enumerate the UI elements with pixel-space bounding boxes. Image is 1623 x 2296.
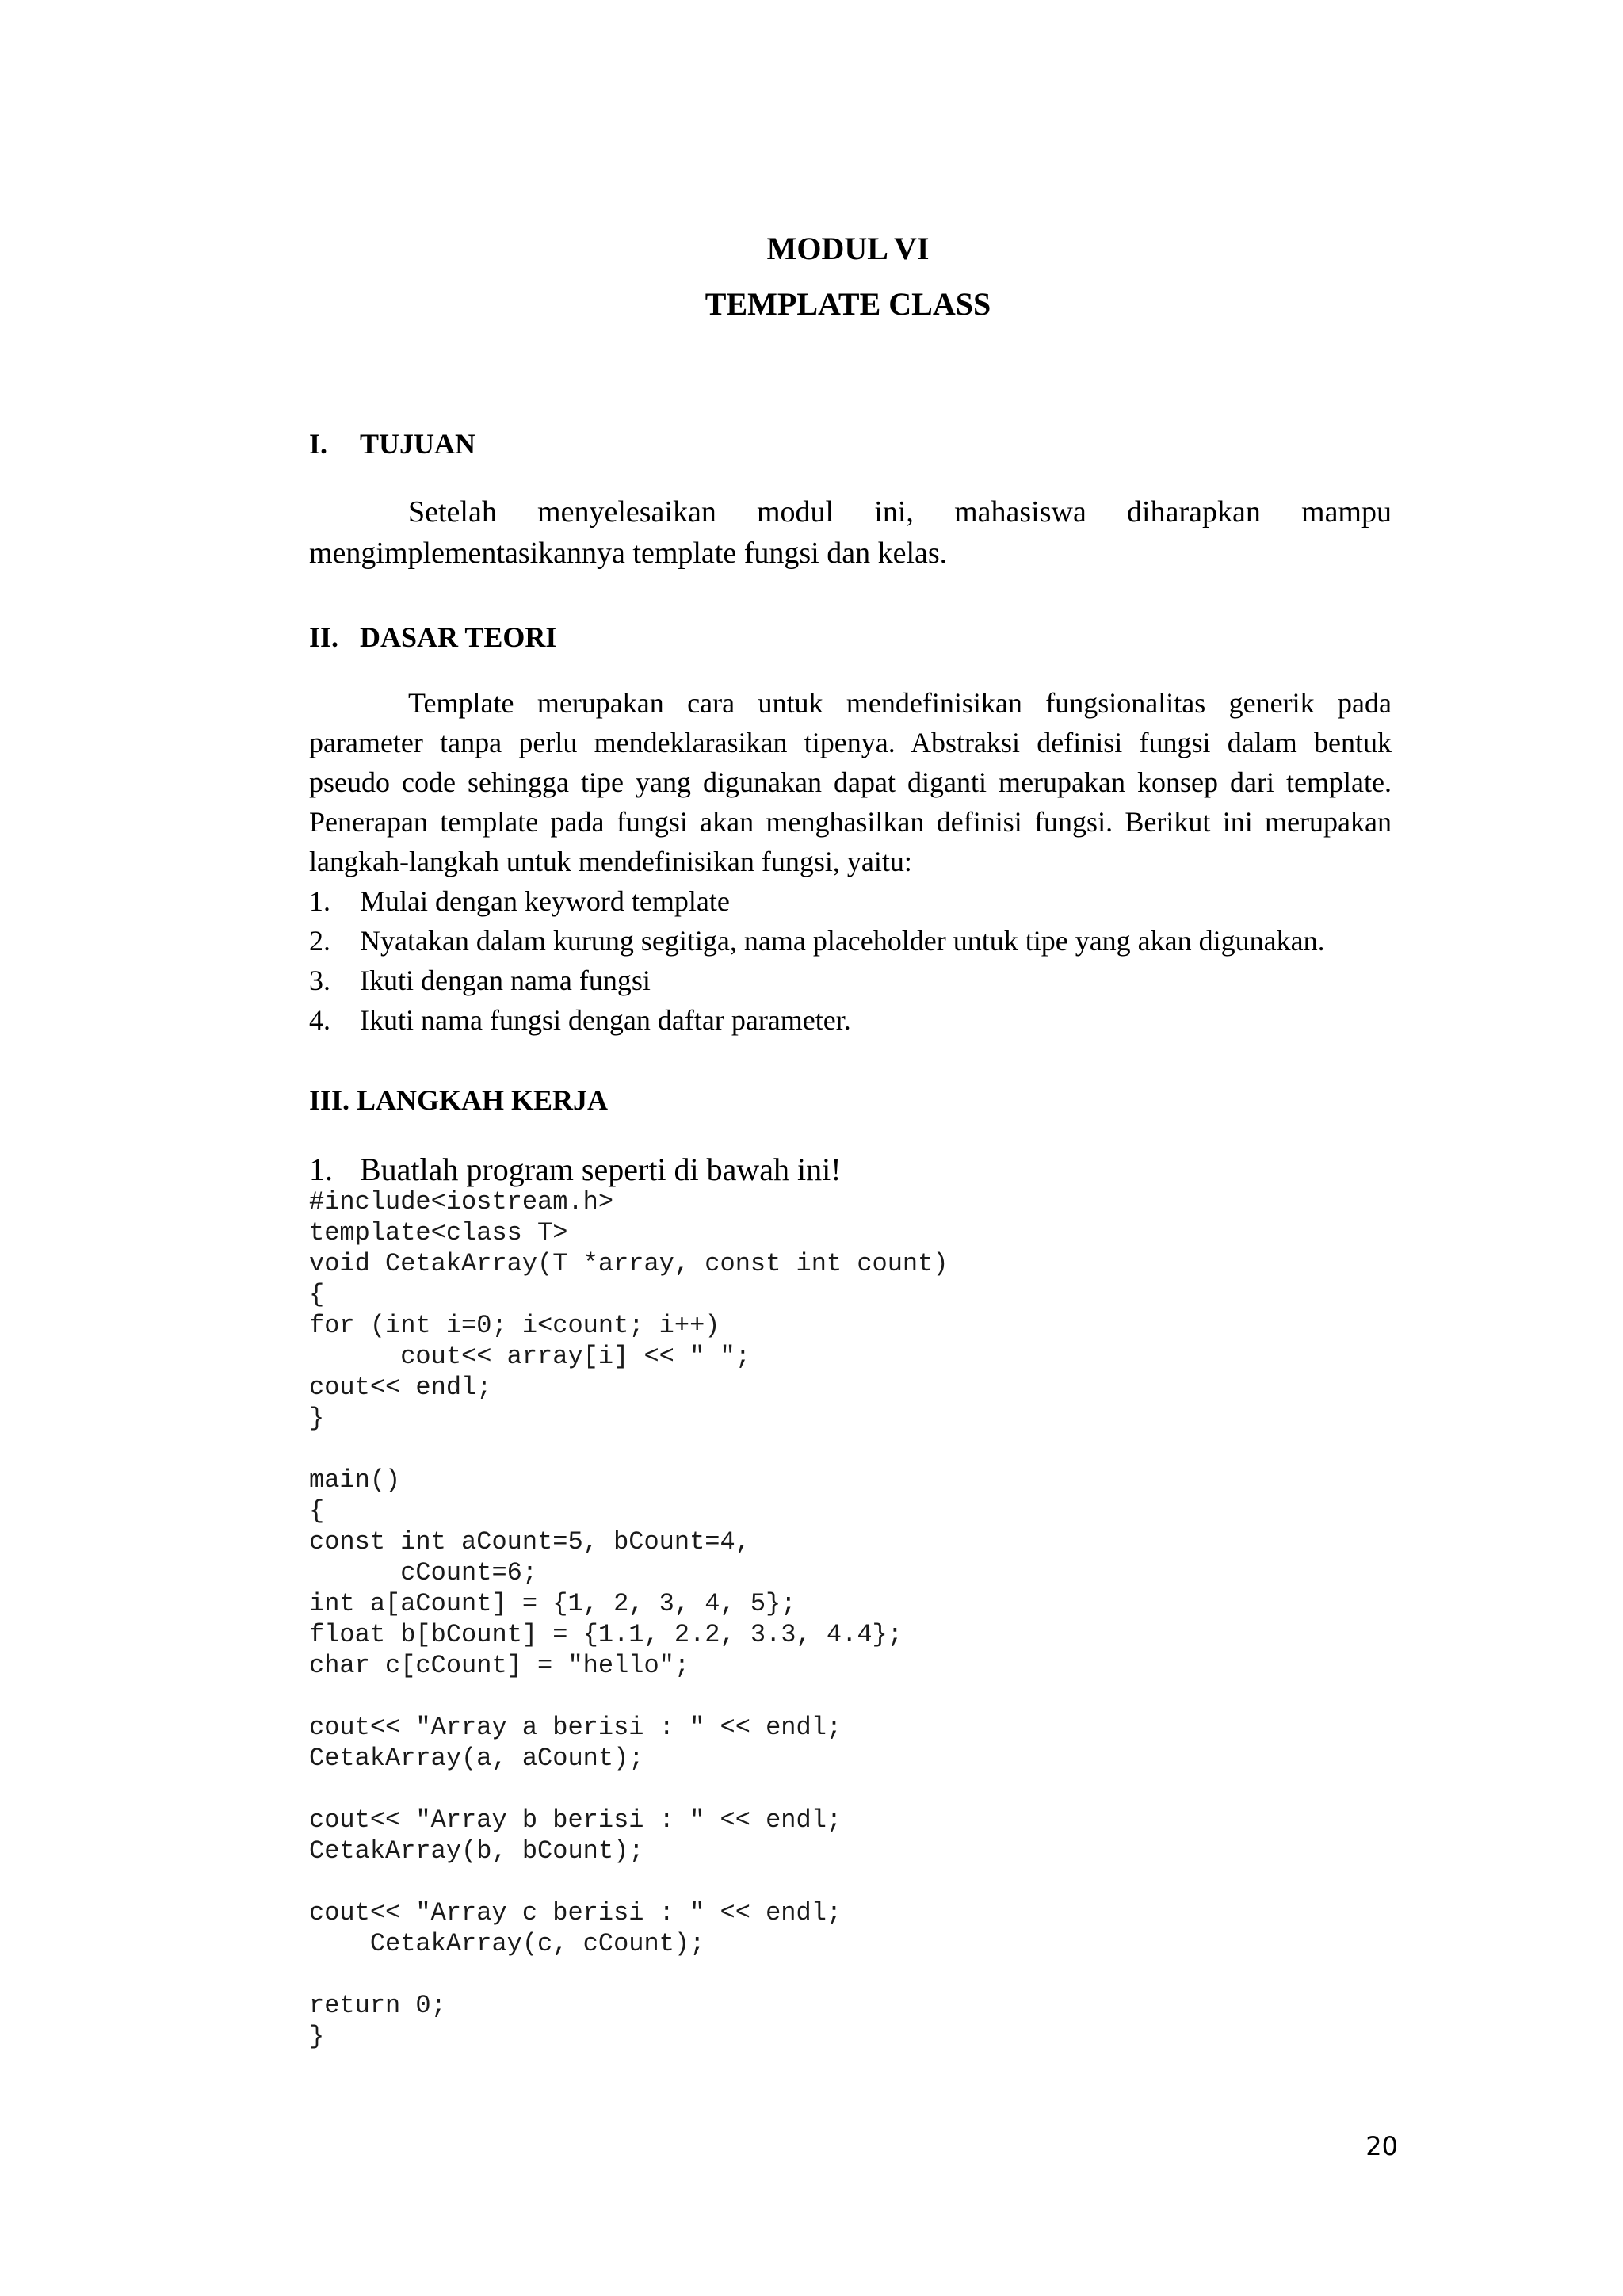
langkah-step	[309, 1151, 842, 1189]
section-heading-tujuan	[309, 426, 475, 461]
module-subtitle: TEMPLATE CLASS	[705, 286, 991, 322]
section-number: II.	[309, 621, 339, 653]
code-listing: #include<iostream.h> template<class T> void CetakArray(T *array, const int count) { for (int i=0; i<count; i++) cout<< array[i] << " "; cout<< endl; } main() { const int aCount=5, bCount=4, cCount=6; int a[aCount] = {1, 2, 3, 4, 5}; float b[bCount] = {1.1, 2.2, 3.3, 4.4}; char c[cCount] = "hello"; cout<< "Array a berisi : " << endl; CetakArray(a, aCount); cout<< "Array b berisi : " << endl; CetakArray(b, bCount); cout<< "Array c berisi : " << endl; CetakArray(c, cCount); return 0; }	[309, 1187, 949, 2051]
section-number: III.	[309, 1084, 350, 1116]
section-title: LANGKAH KERJA	[357, 1084, 609, 1116]
step-number: 1.	[309, 1152, 333, 1187]
step-text: Buatlah program seperti di bawah ini!	[360, 1152, 842, 1187]
section-title: TUJUAN	[360, 428, 476, 460]
page-number: 20	[1365, 2131, 1398, 2161]
list-item: 1. Mulai dengan keyword template	[309, 885, 730, 917]
dasar-teori-paragraph: Template merupakan cara untuk mendefinisikan fungsionalitas generik pada parameter tanpa perlu mendeklarasikan tipenya. Abstraksi definisi fungsi dalam bentuk pseudo code sehingga tipe yang digunakan dapat diganti merupakan konsep dari template. Penerapan template pada fungsi akan menghasilkan definisi fungsi. Berikut ini merupakan langkah-langkah untuk mendefinisikan fungsi, yaitu:	[309, 687, 1392, 877]
steps-list	[309, 881, 1419, 1040]
list-item: 4. Ikuti nama fungsi dengan daftar parameter.	[309, 1004, 851, 1036]
module-title-block	[689, 230, 1006, 341]
section-title: DASAR TEORI	[360, 621, 557, 653]
section-heading-langkah-kerja	[309, 1083, 608, 1117]
list-item: 2. Nyatakan dalam kurung segitiga, nama placeholder untuk tipe yang akan digunakan.	[309, 925, 1325, 957]
section-heading-dasar-teori	[309, 620, 556, 655]
section-number: I.	[309, 428, 328, 460]
tujuan-paragraph: Setelah menyelesaikan modul ini, mahasiswa diharapkan mampu mengimplementasikannya template fungsi dan kelas.	[309, 495, 1392, 570]
list-item: 3. Ikuti dengan nama fungsi	[309, 965, 651, 996]
module-title: MODUL VI	[766, 231, 930, 266]
